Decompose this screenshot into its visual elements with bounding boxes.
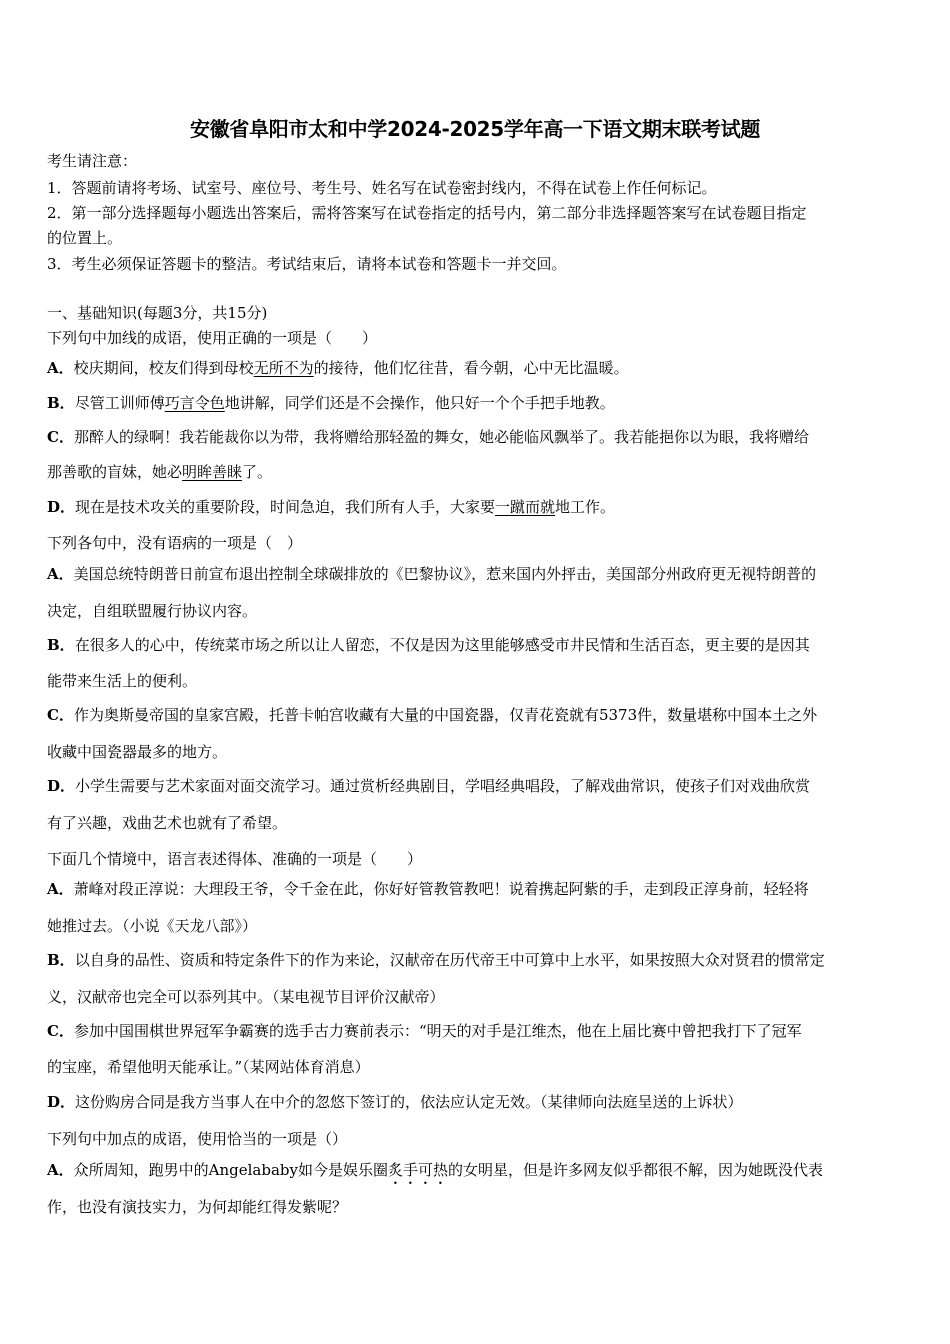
option-label: D． [47, 777, 76, 795]
option-text: 以自身的品性、资质和特定条件下的作为来论，汉献帝在历代帝王中可算中上水平，如果按照大众对贤君的惯常定 [74, 951, 825, 969]
option-text: 在很多人的心中，传统菜市场之所以让人留恋，不仅是因为这里能够感受市井民情和生活百态，更主要的是因其 [74, 636, 810, 654]
option-label: C． [47, 428, 74, 446]
option-text: 地工作。 [555, 498, 616, 516]
option-text: 的接待，他们忆往昔，看今朝，心中无比温暖。 [313, 359, 629, 377]
notice-item-1: 1．答题前请将考场、试室号、座位号、考生号、姓名写在试卷密封线内，不得在试卷上作任何标记。 [47, 179, 717, 197]
q1-option-d[interactable] [47, 490, 907, 525]
q1-option-b[interactable] [47, 386, 907, 421]
q1-option-a[interactable] [47, 351, 907, 386]
option-text: 众所周知，跑男中的Angelababy如今是娱乐圈 [73, 1161, 388, 1179]
q2-option-c[interactable] [47, 698, 907, 733]
q1-stem: 下列句中加线的成语，使用正确的一项是（ ） [47, 329, 378, 347]
underlined-idiom: 明眸善睐 [182, 463, 243, 481]
section-heading: 一、基础知识(每题3分，共15分) [47, 304, 268, 322]
option-label: B． [47, 394, 75, 412]
option-text: 萧峰对段正淳说：大理段王爷，令千金在此，你好好管教管教吧！说着携起阿紫的手，走到段正淳身前，轻轻将 [73, 880, 809, 898]
q4-stem: 下列句中加点的成语，使用恰当的一项是（） [47, 1130, 348, 1148]
option-text: 参加中国围棋世界冠军争霸赛的选手古力赛前表示：“明天的对手是江维杰，他在上届比赛中曾把我打下了冠军 [73, 1022, 802, 1040]
q2-option-a[interactable] [47, 557, 907, 592]
notice-heading: 考生请注意： [47, 152, 138, 170]
option-text: 小学生需要与艺术家面对面交流学习。通过赏析经典剧目，学唱经典唱段，了解戏曲常识，使孩子们对戏曲欣赏 [75, 777, 811, 795]
q2-option-d[interactable] [47, 769, 907, 804]
q3-option-d[interactable] [47, 1085, 907, 1120]
option-label: A． [47, 359, 74, 377]
option-label: D． [47, 498, 76, 516]
option-text: 美国总统特朗普日前宣布退出控制全球碳排放的《巴黎协议》，惹来国内外抨击，美国部分州政府更无视特朗普的 [73, 565, 817, 583]
notice-item-2-cont: 的位置上。 [47, 229, 123, 247]
q4-option-a[interactable] [47, 1153, 907, 1188]
option-text: 尽管工训师傅 [74, 394, 165, 412]
option-text: 这份购房合同是我方当事人在中介的忽悠下签订的，依法应认定无效。（某律师向法庭呈送的上诉状） [75, 1093, 743, 1111]
q3-option-c[interactable] [47, 1014, 907, 1049]
underlined-idiom: 无所不为 [253, 359, 314, 377]
option-label: B． [47, 951, 75, 969]
q2-stem: 下列各句中，没有语病的一项是（ ） [47, 534, 303, 552]
option-label: C． [47, 706, 74, 724]
q3-option-a[interactable] [47, 872, 907, 907]
option-text: 校庆期间，校友们得到母校 [73, 359, 254, 377]
option-text: 了。 [242, 463, 273, 481]
q4-option-a-cont: 作，也没有演技实力，为何却能红得发紫呢？ [47, 1198, 348, 1216]
option-label: D． [47, 1093, 76, 1111]
q2-option-c-cont: 收藏中国瓷器最多的地方。 [47, 743, 228, 761]
q3-option-b[interactable] [47, 943, 907, 978]
option-text: 那善歌的盲妹，她必 [47, 463, 183, 481]
q2-option-b-cont: 能带来生活上的便利。 [47, 672, 198, 690]
option-label: C． [47, 1022, 74, 1040]
option-text: 的女明星，但是许多网友似乎都很不解，因为她既没代表 [448, 1161, 824, 1179]
q3-option-b-cont: 义，汉献帝也完全可以忝列其中。（某电视节目评价汉献帝） [47, 988, 445, 1006]
underlined-idiom: 巧言令色 [164, 394, 225, 412]
q1-option-c-cont [47, 455, 907, 490]
option-label: A． [47, 565, 74, 583]
q3-option-a-cont: 她推过去。（小说《天龙八部》） [47, 917, 258, 935]
exam-title: 安徽省阜阳市太和中学2024-2025学年高一下语文期末联考试题 [189, 117, 761, 141]
underlined-idiom: 一蹴而就 [495, 498, 556, 516]
q3-stem: 下面几个情境中，语言表述得体、准确的一项是（ ） [47, 850, 423, 868]
q2-option-a-cont: 决定，自组联盟履行协议内容。 [47, 602, 258, 620]
option-text: 那醉人的绿啊！我若能裁你以为带，我将赠给那轻盈的舞女，她必能临风飘举了。我若能挹你以为眼，我将赠给 [73, 428, 809, 446]
q1-option-c[interactable] [47, 420, 907, 455]
option-label: A． [47, 880, 74, 898]
option-text: 作为奥斯曼帝国的皇家宫殿，托普卡帕宫收藏有大量的中国瓷器，仅青花瓷就有5373件，数量堪称中国本土之外 [73, 706, 818, 724]
q2-option-d-cont: 有了兴趣，戏曲艺术也就有了希望。 [47, 814, 288, 832]
q3-option-c-cont: 的宝座，希望他明天能承让。”（某网站体育消息） [47, 1058, 370, 1076]
dotted-idiom: 炙手可热 [387, 1161, 448, 1179]
q2-option-b[interactable] [47, 628, 907, 663]
notice-item-2: 2．第一部分选择题每小题选出答案后，需将答案写在试卷指定的括号内，第二部分非选择题答案写在试卷题目指定 [47, 204, 807, 222]
option-text: 现在是技术攻关的重要阶段，时间急迫，我们所有人手，大家要 [75, 498, 496, 516]
option-text: 地讲解，同学们还是不会操作，他只好一个个手把手地教。 [224, 394, 615, 412]
option-label: A． [47, 1161, 74, 1179]
notice-item-3: 3．考生必须保证答题卡的整洁。考试结束后，请将本试卷和答题卡一并交回。 [47, 255, 567, 273]
option-label: B． [47, 636, 75, 654]
